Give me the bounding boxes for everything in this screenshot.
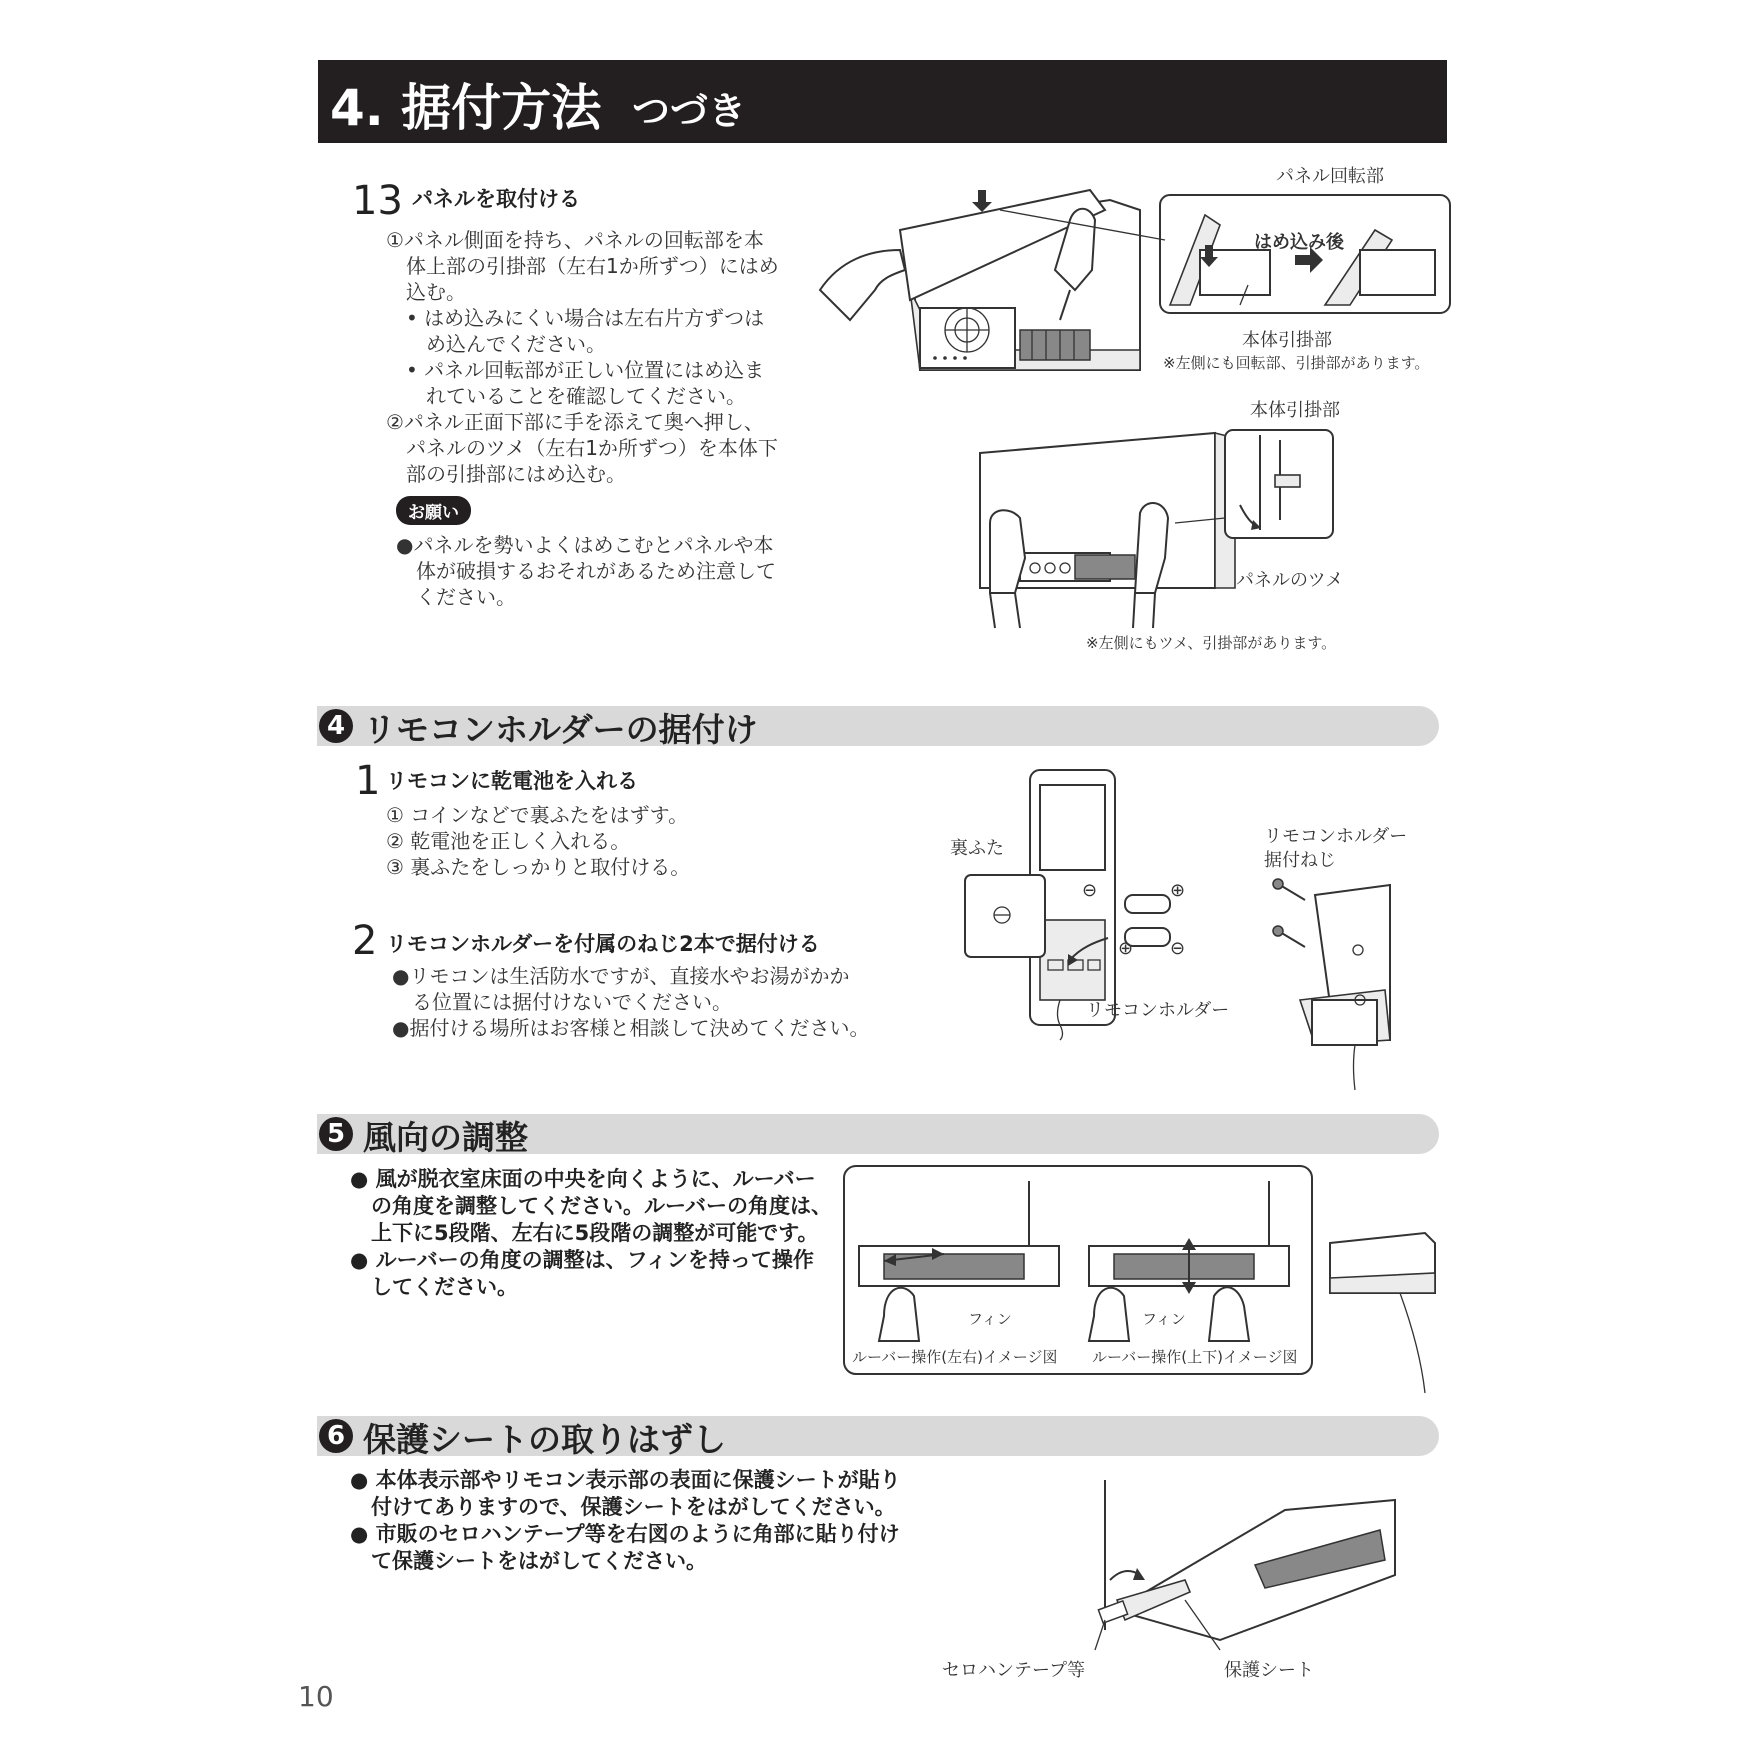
page-header [318, 60, 1447, 143]
section-title: リモコンホルダーの据付け [363, 710, 758, 749]
label-remote-holder: リモコンホルダー [1086, 1000, 1230, 1021]
notice-text: ●パネルを勢いよくはめこむとパネルや本 体が破損するおそれがあるため注意して ください。 [396, 533, 776, 609]
page-number: 10 [298, 1680, 334, 1713]
step-title: リモコンホルダーを付属のねじ2本で据付ける [386, 932, 820, 956]
step-body: ①パネル側面を持ち、パネルの回転部を本 体上部の引掛部（左右1か所ずつ）にはめ 込む。 • はめ込みにくい場合は左右片方ずつは め込んでください。 • パネル回転部が正しい位置にはめ込ま れていることを確認してください。 ②パネル正面下部に手を添えて奥へ押し、 パネルのツメ（左右1か所ずつ）を本体下 部の引掛部にはめ込む。 [386, 228, 779, 486]
label-panel-claw: パネルのツメ [1236, 570, 1344, 591]
label-holder-screw-1: リモコンホルダー [1264, 826, 1408, 847]
step-title: パネルを取付ける [412, 187, 580, 211]
page-title: 4. 据付方法 [330, 79, 602, 137]
step-number: 2 [352, 918, 378, 964]
label-body-hook-2: 本体引掛部 [1250, 400, 1340, 421]
plus-sign: ⊕ [1118, 938, 1134, 959]
label-after-fitting: はめ込み後 [1254, 232, 1344, 253]
caption-louver-up-down: ルーバー操作(上下)イメージ図 [1092, 1348, 1298, 1366]
section-body: ● 風が脱衣室床面の中央を向くように、ルーバー の角度を調整してください。ルーバーの角度は、 上下に5段階、左右に5段階の調整が可能です。 ● ルーバーの角度の調整は、フィンを持って操作 してください。 [350, 1167, 832, 1299]
minus-sign: ⊖ [1082, 880, 1098, 901]
section-badge: 4 [319, 709, 353, 743]
section-header-protective-sheet [317, 1416, 1439, 1459]
label-cellophane-tape: セロハンテープ等 [942, 1660, 1086, 1681]
section-header-remote-holder [317, 706, 1439, 749]
protective-sheet-illustration [1095, 1470, 1425, 1660]
notice-badge: お願い [396, 496, 471, 525]
step-body: ① コインなどで裏ふたをはずす。 ② 乾電池を正しく入れる。 ③ 裏ふたをしっかりと取付ける。 [386, 803, 691, 879]
unit-airflow-illustration [1320, 1228, 1440, 1398]
claw-inset [1225, 430, 1335, 540]
section-badge: 5 [319, 1117, 353, 1151]
section-header-wind-direction [317, 1114, 1439, 1157]
page-subtitle: つづき [632, 89, 747, 133]
label-fin-right: フィン [1142, 1310, 1186, 1328]
section-title: 風向の調整 [363, 1118, 528, 1157]
section-title: 保護シートの取りはずし [363, 1420, 726, 1459]
leader-line [1000, 205, 1170, 245]
rotate-part-inset [1160, 195, 1450, 315]
step-number: 1 [355, 758, 381, 804]
label-body-hook-1: 本体引掛部 [1242, 330, 1332, 351]
label-back-cover: 裏ふた [950, 838, 1004, 859]
section-body: ● 本体表示部やリモコン表示部の表面に保護シートが貼り 付けてありますので、保護シートをはがしてください。 ● 市販のセロハンテープ等を右図のように角部に貼り付け て保護シートをはがしてください。 [350, 1468, 901, 1573]
step-number: 13 [352, 178, 403, 224]
caption-louver-left-right: ルーバー操作(左右)イメージ図 [852, 1348, 1058, 1366]
note-left-side-2: ※左側にもツメ、引掛部があります。 [1086, 634, 1337, 652]
note-left-side-1: ※左側にも回転部、引掛部があります。 [1163, 354, 1430, 372]
plus-sign: ⊕ [1170, 880, 1186, 901]
label-holder-screw-2: 据付ねじ [1264, 850, 1336, 871]
section-badge: 6 [319, 1419, 353, 1453]
remote-holder-illustration [1260, 870, 1410, 1090]
step-title: リモコンに乾電池を入れる [386, 769, 638, 793]
step-body: ●リモコンは生活防水ですが、直接水やお湯がかか る位置には据付けないでください。 ●据付ける場所はお客様と相談して決めてください。 [392, 964, 870, 1040]
label-protective-sheet: 保護シート [1224, 1660, 1314, 1681]
minus-sign: ⊖ [1170, 938, 1186, 959]
label-fin-left: フィン [968, 1310, 1012, 1328]
label-rotate-part: パネル回転部 [1276, 166, 1384, 187]
